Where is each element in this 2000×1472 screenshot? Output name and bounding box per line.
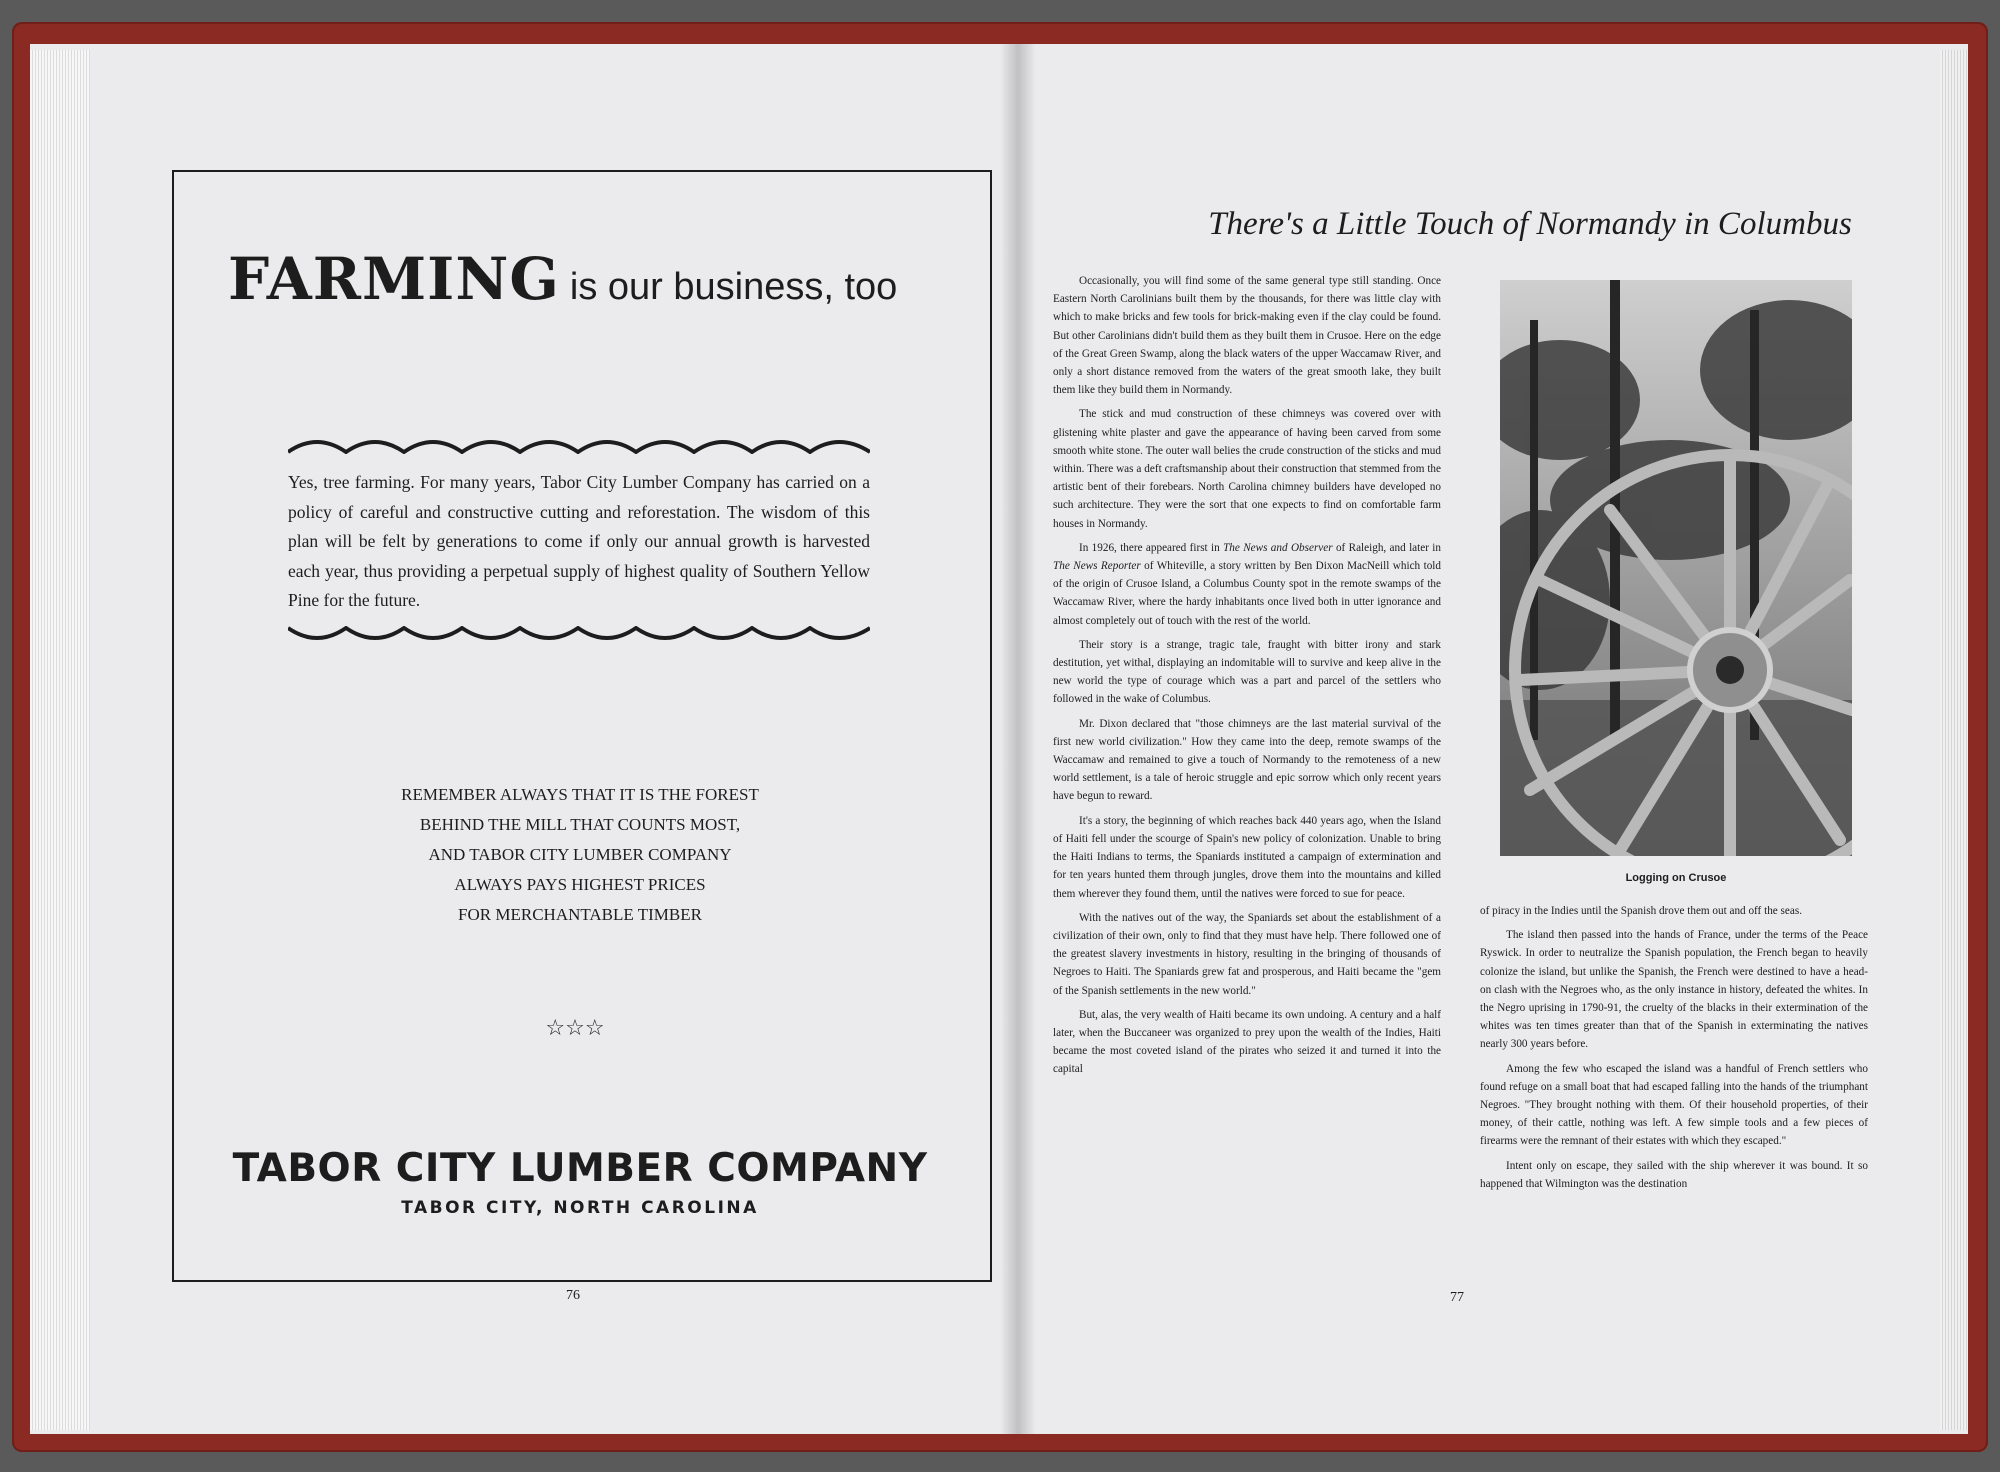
company-location: TABOR CITY, NORTH CAROLINA — [401, 1198, 759, 1218]
scallop-divider-bottom — [288, 626, 870, 648]
book-gutter — [1000, 44, 1036, 1434]
paragraph: It's a story, the beginning of which reaches back 440 years ago, when the Island of Haiti fell under the scourge of Spain's new policy of colonization. Unable to bring the Haiti Indians to terms, the Spaniards instituted a campaign of extermination and for ten years hunted them through jungles, drove them into the mountains and killed them wherever they found them, until the natives were forced to sue for peace. — [1053, 814, 1441, 900]
remember-line: FOR MERCHANTABLE TIMBER — [458, 905, 702, 924]
ad-body-text: Yes, tree farming. For many years, Tabor City Lumber Company has carried on a policy of careful and constructive cutting and reforestation. The wisdom of this plan will be felt by generations to come if only our annual growth is harvested each year, thus providing a perpetual supply of highest quality of Southern Yellow Pine for the future. — [288, 472, 870, 610]
article-column-right — [1480, 902, 1868, 1199]
text-run: of Whiteville, a story written by Ben Dixon MacNeill which told of the origin of Crusoe Island, a Columbus County spot in the remote swamps of the Waccamaw River, where the hardy inhabitants once lived both in utter ignorance and almost completely out of touch with the rest of the world. — [1053, 560, 1441, 627]
newspaper-title: The News Reporter — [1053, 560, 1141, 573]
paragraph: Mr. Dixon declared that "those chimneys are the last material survival of the first new world civilization." How they came into the deep, remote swamps of the Waccamaw and remained to give a touch of Normandy to the remoteness of a new world settlement, is a tale of heroic struggle and epic sorrow which only recent years have begun to reward. — [1053, 717, 1441, 803]
article-column-left — [1053, 272, 1441, 1085]
company-name: TABOR CITY LUMBER COMPANY — [232, 1146, 928, 1191]
article-title: There's a Little Touch of Normandy in Columbus — [1208, 206, 1852, 242]
remember-line: AND TABOR CITY LUMBER COMPANY — [428, 845, 732, 864]
ad-border — [172, 170, 992, 1282]
page-stack-left — [30, 50, 90, 1430]
paragraph: of piracy in the Indies until the Spanish drove them out and off the seas. — [1480, 905, 1802, 917]
page-stack-right — [1940, 50, 1968, 1430]
ad-remember-block — [330, 780, 830, 930]
wagon-wheel-illustration — [1500, 280, 1852, 856]
headline-tagline: is our business, too — [569, 266, 898, 308]
page-number-left: 76 — [566, 1288, 580, 1303]
paragraph: With the natives out of the way, the Spaniards set about the establishment of a civilization of their own, only to find that they must have help. There followed one of the greatest slavery investments in history, resulting in the bringing of thousands of Negroes to Haiti. The Spaniards grew fat and prosperous, and Haiti became the "gem of the Spanish settlements in the new world." — [1053, 911, 1441, 997]
paragraph: Among the few who escaped the island was a handful of French settlers who found refuge on a small boat that had escaped falling into the hands of the triumphant Negroes. "They brought nothing with them. Of their household properties, of their money, of their cattle, nothing was left. A few simple tools and a few pieces of firearms were the remnant of their estates with which they escaped." — [1480, 1062, 1868, 1148]
stars-ornament: ☆☆☆ — [545, 1016, 605, 1041]
paragraph: But, alas, the very wealth of Haiti became its own undoing. A century and a half later, when the Buccaneer was organized to prey upon the wealth of the Indies, Haiti became the most coveted island of the pirates who seized it and turned it into the capital — [1053, 1008, 1441, 1076]
paragraph: Occasionally, you will find some of the same general type still standing. Once Eastern North Carolinians built them by the thousands, for there was little clay with which to make bricks and few tools for brick-making even if the clay could be found. But other Carolinians didn't build them as they built them in Crusoe. Here on the edge of the Great Green Swamp, along the black waters of the upper Waccamaw River, and only a short distance removed from the waters of the great smooth lake, they built them like they build them in Normandy. — [1053, 275, 1441, 397]
paragraph: Their story is a strange, tragic tale, fraught with bitter irony and stark destitution, yet withal, displaying an indomitable will to survive and keep alive in the new world the type of courage which was a part and parcel of the settlers who followed in the wake of Columbus. — [1053, 638, 1441, 706]
headline-farming: FARMING — [228, 245, 560, 313]
paragraph: Intent only on escape, they sailed with the ship wherever it was bound. It so happened that Wilmington was the destination — [1480, 1159, 1868, 1190]
paragraph — [1053, 539, 1441, 630]
ad-headline — [228, 245, 968, 313]
paragraph: The island then passed into the hands of France, under the terms of the Peace Ryswick. In order to neutralize the Spanish population, the French began to heavily colonize the island, but unlike the Spanish, the French were destined to have a head-on clash with the Negroes who, as the only instance in history, defeated the whites. In the Negro uprising in 1790-91, the cruelty of the blacks in their extermination of the whites was ten times greater than that of the Spanish in exterminating the natives nearly 300 years before. — [1480, 929, 1868, 1051]
remember-line: BEHIND THE MILL THAT COUNTS MOST, — [419, 815, 741, 834]
remember-line: REMEMBER ALWAYS THAT IT IS THE FOREST — [401, 785, 759, 804]
newspaper-title: The News and Observer — [1223, 541, 1333, 554]
paragraph: The stick and mud construction of these chimneys was covered over with glistening white plaster and gave the appearance of having been carved from some smooth white stone. The outer wall belies the crude construction of the sticks and mud within. There was a deft craftsmanship about their construction that stemmed from the artistic bent of their forebears. North Carolina chimney builders have developed no such architecture. They were the sort that one expects to find on comfortable farm houses in Normandy. — [1053, 408, 1441, 530]
wagon-wheel-photo — [1500, 280, 1852, 856]
remember-line: ALWAYS PAYS HIGHEST PRICES — [454, 875, 706, 894]
scallop-divider-top — [288, 432, 870, 454]
page-number-right: 77 — [1450, 1290, 1464, 1305]
photo-caption: Logging on Crusoe — [1625, 872, 1727, 884]
text-run: of Raleigh, and later in — [1335, 541, 1441, 554]
text-run: In 1926, there appeared first in — [1079, 541, 1220, 554]
